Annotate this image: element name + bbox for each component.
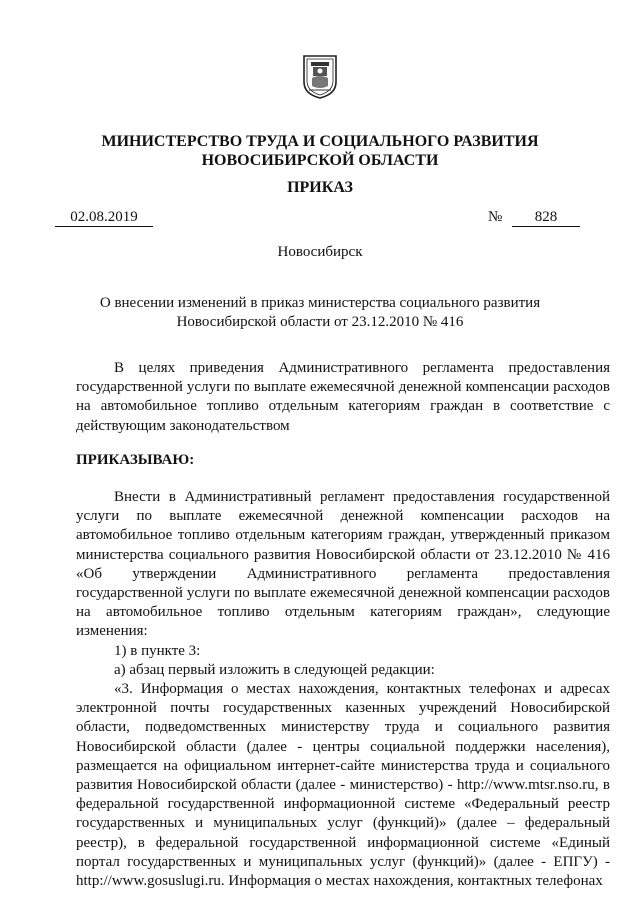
ministry-line-1: МИНИСТЕРСТВО ТРУДА И СОЦИАЛЬНОГО РАЗВИТИЯ [101,133,539,150]
coat-of-arms-icon [300,52,340,100]
body-item-1a: а) абзац первый изложить в следующей редакции: [114,661,435,678]
body-quote: «3. Информация о местах нахождения, контактных телефонах и адресах электронной почты государственных казенных учреждений Новосибирской области, подведомственных министерству труда и социального развития Новосибирской области (далее - центры социальной поддержки населения), размещается на официальном интернет-сайте министерства труда и социального развития Новосибирской области (далее - министерство) - http://www.mtsr.nso.ru, в федеральной государственной информационной системе «Федеральный реестр государственных и муниципальных услуг (функций)» (далее – федеральный реестр), в федеральной государственной информационной системе «Единый портал государственных и муниципальных услуг (функций)» (далее - ЕПГУ) - http://www.gosuslugi.ru. Информация о местах нахождения, контактных телефонах [76,681,610,890]
preamble-text: В целях приведения Административного регламента предоставления государственной услуги по выплате ежемесячной денежной компенсации расходов на автомобильное топливо отдельным категориям граждан в соответствие с действующим законодательством [76,360,610,434]
order-body [76,488,610,891]
ministry-name [0,132,640,170]
order-date: 02.08.2019 [55,208,153,227]
ministry-line-2: НОВОСИБИРСКОЙ ОБЛАСТИ [201,152,439,169]
body-intro: Внести в Административный регламент предоставления государственной услуги по выплате ежемесячной денежной компенсации расходов на автомобильное топливо отдельным категориям граждан, утвержденный приказом министерства социального развития Новосибирской области от 23.12.2010 № 416 «Об утверждении Административного регламента предоставления государственной услуги по выплате ежемесячной денежной компенсации расходов на автомобильное топливо отдельным категориям граждан», следующие изменения: [76,489,610,640]
order-number: 828 [512,208,580,227]
city: Новосибирск [277,244,363,260]
order-subject [0,294,640,332]
order-verb: ПРИКАЗЫВАЮ: [76,452,195,468]
document-type: ПРИКАЗ [287,179,353,196]
subject-line-2: Новосибирской области от 23.12.2010 № 416 [176,314,464,330]
subject-line-1: О внесении изменений в приказ министерства социального развития [99,295,541,311]
preamble [76,359,610,436]
body-item-1: 1) в пункте 3: [114,642,201,659]
number-sign: № [488,209,503,225]
